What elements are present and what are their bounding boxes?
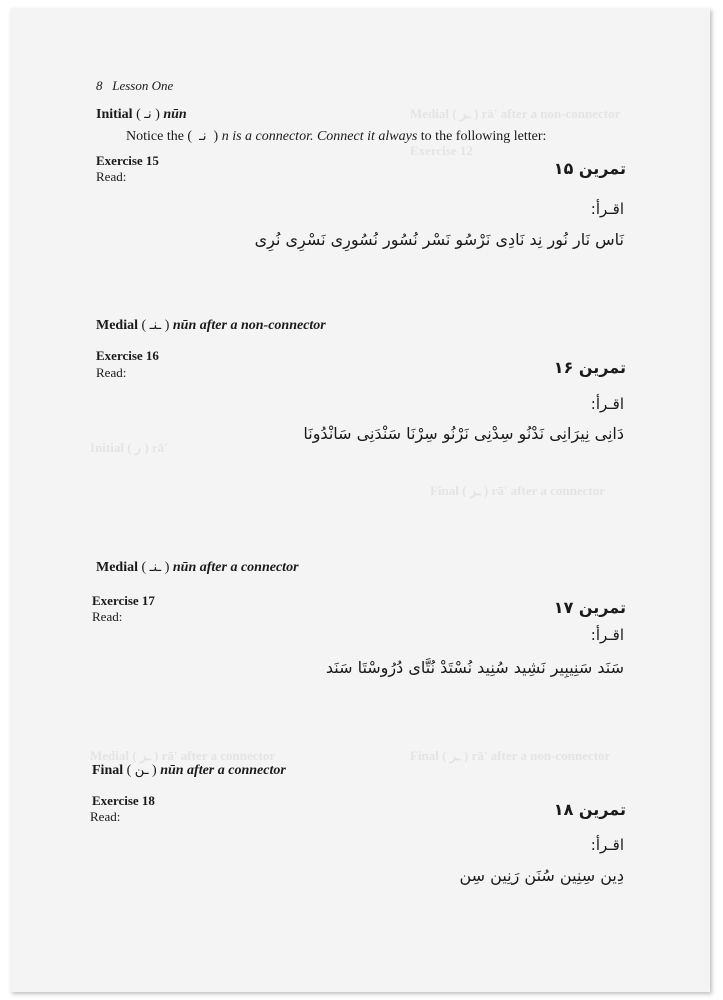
section-title-medial-nun-non-connector: Medial ( ـنـ ) nūn after a non-connector <box>96 318 326 333</box>
running-header <box>96 78 173 94</box>
bleed-through-text: Final ( ـر ) rā' after a connector <box>430 483 606 498</box>
section-title-final-nun-connector: Final ( ـن ) nūn after a connector <box>92 763 286 778</box>
arabic-word-list: نَاس نَار نُور نِد نَادِی نَرْسُو نَسْر نُسُور نُسُورِی نَسْرِی نُرِی <box>254 230 624 249</box>
section-title-prefix: Final <box>92 763 124 778</box>
bleed-through-text: Medial ( ـر ) rā' after a connector <box>90 748 276 763</box>
page-number: 8 <box>96 78 103 93</box>
bleed-through-text: Medial ( ـر ) rā' after a non-connector <box>410 106 621 121</box>
read-label: Read: <box>96 169 127 184</box>
read-label: Read: <box>96 365 127 380</box>
section-title-suffix: nūn after a non-connector <box>172 318 326 333</box>
read-label-arabic: اقـرأ: <box>590 626 624 644</box>
exercise-title: Exercise 16 <box>96 348 159 363</box>
section-title-prefix: Initial <box>96 107 133 122</box>
section-title-prefix: Medial <box>96 318 138 333</box>
section-title-suffix: nūn <box>163 107 187 122</box>
exercise-title: Exercise 17 <box>92 593 155 608</box>
note-text: to the following letter: <box>420 129 547 144</box>
read-label: Read: <box>90 809 121 824</box>
section-title-initial-nun: Initial ( نـ ) nūn <box>96 107 187 122</box>
section-title-suffix: nūn after a connector <box>172 560 299 575</box>
letter-glyph: ـن <box>134 763 149 778</box>
letter-glyph: نـ <box>144 107 152 122</box>
exercise-title-arabic: تمرین ۱۸ <box>553 800 626 819</box>
note-text: Notice the <box>126 129 184 144</box>
bleed-through-text: Initial ( ر ) rā' <box>90 440 168 455</box>
arabic-word-list: دِین سِنِین سُنَن رَنِین سِن <box>459 866 624 885</box>
connector-note: Notice the ( نـ ) n is a connector. Connect it always to the following letter: <box>126 129 547 144</box>
letter-glyph: ـنـ <box>149 560 162 575</box>
read-label-arabic: اقـرأ: <box>590 836 624 854</box>
bleed-through-text: Exercise 12 <box>410 143 473 158</box>
read-label-arabic: اقـرأ: <box>590 395 624 413</box>
exercise-title-arabic: تمرین ۱۷ <box>553 598 626 617</box>
arabic-word-list: دَانِی نِیرَانِی نَدْنُو سِدْنِی نَرْنُو سِرْنَا سَنْدَنِی سَانْدُونَا <box>303 424 624 443</box>
letter-glyph: ـنـ <box>149 318 162 333</box>
arabic-word-list: سَنَد سَنِیبِیر نَشِید سُنِید نُسْتَدْ نُتَّای دُرُوسْتَا سَنَد <box>325 658 624 677</box>
section-title-medial-nun-connector: Medial ( ـنـ ) nūn after a connector <box>96 560 299 575</box>
letter-glyph: نـ <box>199 129 207 144</box>
read-label: Read: <box>92 609 123 624</box>
exercise-title-arabic: تمرین ۱۶ <box>553 358 626 377</box>
book-page <box>10 8 710 992</box>
exercise-title-arabic: تمرین ۱۵ <box>553 159 626 178</box>
read-label-arabic: اقـرأ: <box>590 200 624 218</box>
note-emphasis: always <box>378 129 418 144</box>
bleed-through-text: Final ( ـر ) rā' after a non-connector <box>410 748 611 763</box>
section-title-suffix: nūn after a connector <box>160 763 286 778</box>
section-title-prefix: Medial <box>96 560 138 575</box>
exercise-title: Exercise 18 <box>92 793 155 808</box>
exercise-title: Exercise 15 <box>96 153 159 168</box>
note-text: n is a connector. Connect it <box>221 129 375 144</box>
lesson-title: Lesson One <box>112 78 174 93</box>
